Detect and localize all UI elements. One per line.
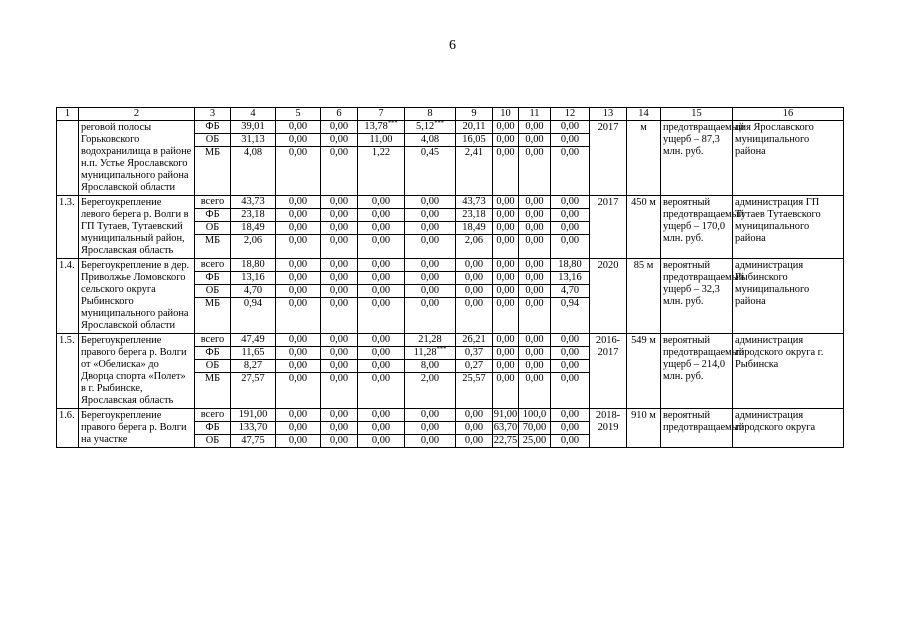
amount-value: 0,00 [493, 285, 518, 298]
amount-cell [231, 334, 276, 409]
amount-cell [231, 409, 276, 448]
table-row [57, 121, 844, 196]
amount-value: 0,00 [519, 259, 550, 272]
funding-source: ФБ [195, 121, 230, 134]
amount-value: 0,00 [358, 422, 404, 435]
amount-value: 0,00 [496, 147, 515, 158]
column-header-7: 7 [358, 108, 405, 121]
column-header-15: 15 [661, 108, 733, 121]
amount-value: 0,00 [551, 121, 589, 134]
amount-value: 0,00 [405, 285, 455, 298]
amount-cell [231, 196, 276, 259]
row-number [57, 121, 79, 196]
amount-value: 0,00 [551, 409, 589, 422]
amount-value: 18,49 [456, 222, 492, 235]
amount-value: 0,00 [321, 360, 357, 373]
amount-value: 0,00 [560, 435, 580, 446]
length-value: 910 м [627, 409, 661, 448]
funding-source: ФБ [195, 347, 230, 360]
amount-cell [405, 334, 456, 409]
amount-value: 22,75 [493, 435, 518, 446]
amount-value: 0,00 [420, 435, 440, 446]
funding-source: ОБ [195, 285, 230, 298]
amount-value: 0,00 [560, 147, 580, 158]
expected-effect: вероятный предотвращаемый [661, 409, 733, 448]
amount-cell [551, 121, 590, 196]
amount-value: 0,00 [405, 409, 455, 422]
table-row [57, 196, 844, 259]
amount-value: 0,00 [519, 272, 550, 285]
funding-source-cell [195, 259, 231, 334]
amount-value: 27,57 [241, 373, 265, 384]
amount-value: 0,00 [464, 435, 484, 446]
amount-cell [456, 409, 493, 448]
column-header-14: 14 [627, 108, 661, 121]
expected-effect: вероятный предотвращаемый ущерб – 214,0 млн. руб. [661, 334, 733, 409]
amount-cell [358, 334, 405, 409]
column-header-12: 12 [551, 108, 590, 121]
amount-value: 0,00 [456, 422, 492, 435]
length-value: 85 м [627, 259, 661, 334]
amount-value: 0,00 [551, 360, 589, 373]
amount-value: 0,00 [420, 235, 440, 246]
amount-cell [493, 196, 519, 259]
amount-value: 0,00 [525, 147, 544, 158]
expected-effect: вероятный предотвращаемый ущерб – 32,3 млн. руб. [661, 259, 733, 334]
amount-value: 18,80 [231, 259, 275, 272]
amount-value: 2,41 [464, 147, 484, 158]
amount-value: 0,00 [519, 196, 550, 209]
amount-value: 0,00 [551, 209, 589, 222]
amount-cell [551, 409, 590, 448]
amount-value: 11,65 [231, 347, 275, 360]
amount-value: 0,00 [456, 259, 492, 272]
funding-source: ОБ [205, 435, 220, 446]
amount-value: 0,00 [405, 209, 455, 222]
amount-value: 0,00 [525, 235, 544, 246]
amount-value: 0,00 [405, 196, 455, 209]
funding-source: ОБ [195, 222, 230, 235]
expected-effect: вероятный предотвращаемый ущерб – 170,0 млн. руб. [661, 196, 733, 259]
amount-value: 0,00 [493, 347, 518, 360]
amount-value: 4,08 [243, 147, 263, 158]
implementation-year: 2020 [590, 259, 627, 334]
amount-value: 0,00 [276, 134, 320, 147]
amount-value: 0,00 [358, 360, 404, 373]
amount-value: 0,37 [456, 347, 492, 360]
amount-value: 2,06 [243, 235, 263, 246]
amount-value: 0,00 [371, 235, 391, 246]
amount-value: 0,00 [358, 347, 404, 360]
column-header-11: 11 [519, 108, 551, 121]
amount-value: 0,00 [358, 409, 404, 422]
amount-value: 23,18 [231, 209, 275, 222]
measure-name: Берегоукрепление правого берега р. Волги от «Обелиска» до Дворца спорта «Полет» в г. Рыбинске, Ярославская область [79, 334, 195, 409]
amount-cell [321, 409, 358, 448]
column-header-8: 8 [405, 108, 456, 121]
amount-cell [519, 196, 551, 259]
funding-source: ОБ [195, 360, 230, 373]
column-header-3: 3 [195, 108, 231, 121]
measure-name: Берегоукрепление левого берега р. Волги в ГП Тутаев, Тутаевский муниципальный район, Ярославская область [79, 196, 195, 259]
amount-value: 0,00 [288, 298, 308, 309]
column-header-5: 5 [276, 108, 321, 121]
amount-value: 63,70 [493, 422, 518, 433]
amount-cell [276, 334, 321, 409]
funding-source: всего [195, 196, 230, 209]
amount-cell [405, 409, 456, 448]
length-value: м [627, 121, 661, 196]
amount-cell [405, 121, 456, 196]
amount-value: 0,00 [288, 435, 308, 446]
amount-value: 0,00 [276, 422, 320, 435]
amount-value: 100,0 [519, 409, 550, 422]
funding-source: МБ [204, 235, 221, 246]
amount-value: 11,00 [358, 134, 404, 147]
implementation-year: 2016-2017 [590, 334, 627, 409]
responsible-executor: администрация Рыбинского муниципального района [733, 259, 844, 334]
amount-value: 0,45 [420, 147, 440, 158]
amount-value: 191,00 [231, 409, 275, 422]
table-row [57, 334, 844, 409]
funding-source: ФБ [195, 209, 230, 222]
amount-value: 18,49 [231, 222, 275, 235]
column-header-13: 13 [590, 108, 627, 121]
amount-value: 0,00 [276, 285, 320, 298]
amount-value: 1,22 [371, 147, 391, 158]
program-table [56, 107, 844, 448]
amount-value: 0,00 [321, 422, 357, 435]
amount-cell [358, 121, 405, 196]
column-header-2: 2 [79, 108, 195, 121]
amount-value: 25,57 [462, 373, 486, 384]
amount-value: 0,00 [358, 334, 404, 347]
amount-cell [276, 259, 321, 334]
amount-value: 0,00 [560, 235, 580, 246]
amount-value: 0,00 [493, 209, 518, 222]
amount-value: 0,00 [551, 134, 589, 147]
funding-source: МБ [204, 147, 221, 158]
amount-cell [519, 259, 551, 334]
row-number: 1.4. [57, 259, 79, 334]
column-header-4: 4 [231, 108, 276, 121]
length-value: 549 м [627, 334, 661, 409]
amount-value: 0,00 [519, 209, 550, 222]
amount-cell [321, 121, 358, 196]
page-number: 6 [449, 38, 456, 53]
amount-value: 43,73 [231, 196, 275, 209]
amount-value: 0,00 [420, 298, 440, 309]
amount-value: 0,00 [276, 409, 320, 422]
amount-value: 47,75 [241, 435, 265, 446]
amount-value: 4,70 [231, 285, 275, 298]
amount-cell [493, 121, 519, 196]
amount-value: 0,00 [405, 422, 455, 435]
measure-name: Берегоукрепление правого берега р. Волги на участке [79, 409, 195, 448]
amount-value: 0,00 [371, 298, 391, 309]
amount-value: 0,00 [276, 121, 320, 134]
amount-value: 0,00 [456, 285, 492, 298]
funding-source: ОБ [195, 134, 230, 147]
column-header-9: 9 [456, 108, 493, 121]
amount-value: 0,00 [493, 121, 518, 134]
amount-cell [276, 196, 321, 259]
funding-source-cell [195, 409, 231, 448]
amount-value: 0,00 [276, 209, 320, 222]
amount-value: 0,00 [358, 222, 404, 235]
amount-cell [551, 196, 590, 259]
responsible-executor: администрация городского округа [733, 409, 844, 448]
amount-value: 21,28 [405, 334, 455, 347]
amount-value: 0,00 [519, 121, 550, 134]
amount-value: 0,00 [358, 272, 404, 285]
amount-value: 4,08 [405, 134, 455, 147]
expected-effect: предотвращаемый ущерб – 87,3 млн. руб. [661, 121, 733, 196]
amount-value: 43,73 [456, 196, 492, 209]
amount-value: 0,00 [551, 347, 589, 360]
amount-value: 0,00 [321, 347, 357, 360]
amount-value: 5,12*** [405, 121, 455, 134]
table-row [57, 259, 844, 334]
amount-cell [231, 121, 276, 196]
amount-value: 0,00 [551, 222, 589, 235]
amount-value: 26,21 [456, 334, 492, 347]
amount-value: 0,00 [456, 272, 492, 285]
header-row [57, 108, 844, 121]
amount-value: 13,78*** [358, 121, 404, 134]
column-header-16: 16 [733, 108, 844, 121]
amount-value: 0,00 [560, 373, 580, 384]
amount-value: 0,00 [496, 298, 515, 309]
amount-value: 0,00 [493, 360, 518, 373]
amount-value: 0,00 [405, 222, 455, 235]
amount-value: 0,00 [405, 272, 455, 285]
amount-value: 11,28*** [405, 347, 455, 360]
amount-value: 0,00 [493, 259, 518, 272]
amount-value: 31,13 [231, 134, 275, 147]
amount-value: 0,00 [519, 134, 550, 147]
funding-source: всего [195, 334, 230, 347]
column-header-6: 6 [321, 108, 358, 121]
amount-value: 23,18 [456, 209, 492, 222]
responsible-executor: администрация городского округа г. Рыбинска [733, 334, 844, 409]
amount-value: 0,00 [321, 409, 357, 422]
amount-value: 0,94 [560, 298, 580, 309]
funding-source: МБ [204, 298, 221, 309]
amount-cell [519, 121, 551, 196]
length-value: 450 м [627, 196, 661, 259]
amount-cell [276, 121, 321, 196]
amount-value: 0,94 [243, 298, 263, 309]
amount-value: 13,16 [231, 272, 275, 285]
measure-name: реговой полосы Горьковского водохранилища в районе н.п. Устье Ярославского муниципального района Ярославской области [79, 121, 195, 196]
amount-value: 0,00 [276, 222, 320, 235]
amount-value: 0,27 [456, 360, 492, 373]
amount-value: 0,00 [493, 134, 518, 147]
amount-value: 0,00 [519, 285, 550, 298]
measure-name: Берегоукрепление в дер. Приволжье Ломовского сельского округа Рыбинского муниципального района Ярославской области [79, 259, 195, 334]
row-number: 1.6. [57, 409, 79, 448]
amount-value: 0,00 [329, 435, 349, 446]
amount-cell [493, 334, 519, 409]
row-number: 1.3. [57, 196, 79, 259]
amount-value: 0,00 [519, 334, 550, 347]
amount-value: 0,00 [276, 259, 320, 272]
amount-cell [231, 259, 276, 334]
amount-cell [519, 409, 551, 448]
amount-value: 0,00 [276, 347, 320, 360]
amount-value: 0,00 [321, 285, 357, 298]
amount-value: 0,00 [456, 409, 492, 422]
implementation-year: 2017 [590, 196, 627, 259]
amount-value: 0,00 [519, 222, 550, 235]
amount-value: 0,00 [288, 235, 308, 246]
amount-value: 0,00 [329, 235, 349, 246]
amount-value: 0,00 [321, 222, 357, 235]
amount-cell [551, 259, 590, 334]
amount-value: 0,00 [276, 196, 320, 209]
amount-cell [321, 334, 358, 409]
amount-value: 0,00 [358, 285, 404, 298]
column-header-1: 1 [57, 108, 79, 121]
funding-source: ФБ [195, 422, 230, 435]
amount-value: 0,00 [525, 298, 544, 309]
row-number: 1.5. [57, 334, 79, 409]
amount-value: 47,49 [231, 334, 275, 347]
amount-value: 39,01 [231, 121, 275, 134]
amount-value: 0,00 [496, 235, 515, 246]
amount-cell [493, 259, 519, 334]
amount-value: 0,00 [371, 435, 391, 446]
amount-value: 0,00 [493, 272, 518, 285]
amount-value: 0,00 [496, 373, 515, 384]
amount-cell [456, 259, 493, 334]
amount-cell [276, 409, 321, 448]
amount-value: 0,00 [371, 373, 391, 384]
funding-source: всего [195, 409, 230, 422]
amount-value: 0,00 [358, 259, 404, 272]
amount-cell [456, 196, 493, 259]
amount-value: 0,00 [551, 196, 589, 209]
amount-value: 8,00 [405, 360, 455, 373]
amount-value: 0,00 [519, 360, 550, 373]
amount-value: 0,00 [321, 209, 357, 222]
funding-source-cell [195, 121, 231, 196]
amount-cell [321, 196, 358, 259]
amount-cell [321, 259, 358, 334]
amount-value: 0,00 [493, 222, 518, 235]
amount-cell [519, 334, 551, 409]
amount-value: 0,00 [288, 373, 308, 384]
amount-value: 0,00 [551, 334, 589, 347]
amount-cell [405, 196, 456, 259]
amount-value: 0,00 [276, 272, 320, 285]
funding-source-cell [195, 334, 231, 409]
funding-source: ФБ [195, 272, 230, 285]
amount-cell [358, 259, 405, 334]
amount-value: 0,00 [321, 121, 357, 134]
amount-value: 0,00 [493, 334, 518, 347]
amount-value: 91,00 [493, 409, 518, 420]
amount-value: 20,11 [456, 121, 492, 134]
amount-value: 13,16 [551, 272, 589, 285]
amount-value: 0,00 [551, 422, 589, 435]
amount-value: 18,80 [551, 259, 589, 272]
amount-cell [456, 121, 493, 196]
amount-cell [551, 334, 590, 409]
amount-value: 0,00 [276, 334, 320, 347]
amount-value: 4,70 [551, 285, 589, 298]
funding-source: всего [195, 259, 230, 272]
amount-cell [358, 409, 405, 448]
responsible-executor: ция Ярославского муниципального района [733, 121, 844, 196]
amount-value: 0,00 [288, 147, 308, 158]
responsible-executor: администрация ГП Тутаев Тутаевского муниципального района [733, 196, 844, 259]
funding-source: МБ [204, 373, 221, 384]
amount-cell [493, 409, 519, 448]
amount-value: 0,00 [358, 209, 404, 222]
column-header-10: 10 [493, 108, 519, 121]
amount-value: 0,00 [329, 147, 349, 158]
amount-value: 25,00 [522, 435, 547, 446]
amount-value: 0,00 [525, 373, 544, 384]
amount-value: 133,70 [231, 422, 275, 435]
implementation-year: 2018-2019 [590, 409, 627, 448]
table-row [57, 409, 844, 448]
amount-value: 0,00 [405, 259, 455, 272]
amount-value: 8,27 [231, 360, 275, 373]
funding-source-cell [195, 196, 231, 259]
amount-value: 0,00 [321, 196, 357, 209]
amount-value: 70,00 [519, 422, 550, 435]
amount-value: 0,00 [519, 347, 550, 360]
implementation-year: 2017 [590, 121, 627, 196]
amount-value: 0,00 [321, 272, 357, 285]
amount-value: 16,05 [456, 134, 492, 147]
amount-value: 0,00 [276, 360, 320, 373]
amount-cell [456, 334, 493, 409]
amount-value: 2,00 [420, 373, 440, 384]
amount-value: 0,00 [321, 134, 357, 147]
amount-value: 0,00 [358, 196, 404, 209]
amount-value: 0,00 [321, 259, 357, 272]
amount-cell [358, 196, 405, 259]
amount-value: 0,00 [493, 196, 518, 209]
amount-value: 0,00 [329, 373, 349, 384]
amount-value: 0,00 [464, 298, 484, 309]
amount-cell [405, 259, 456, 334]
amount-value: 0,00 [329, 298, 349, 309]
amount-value: 2,06 [464, 235, 484, 246]
amount-value: 0,00 [321, 334, 357, 347]
